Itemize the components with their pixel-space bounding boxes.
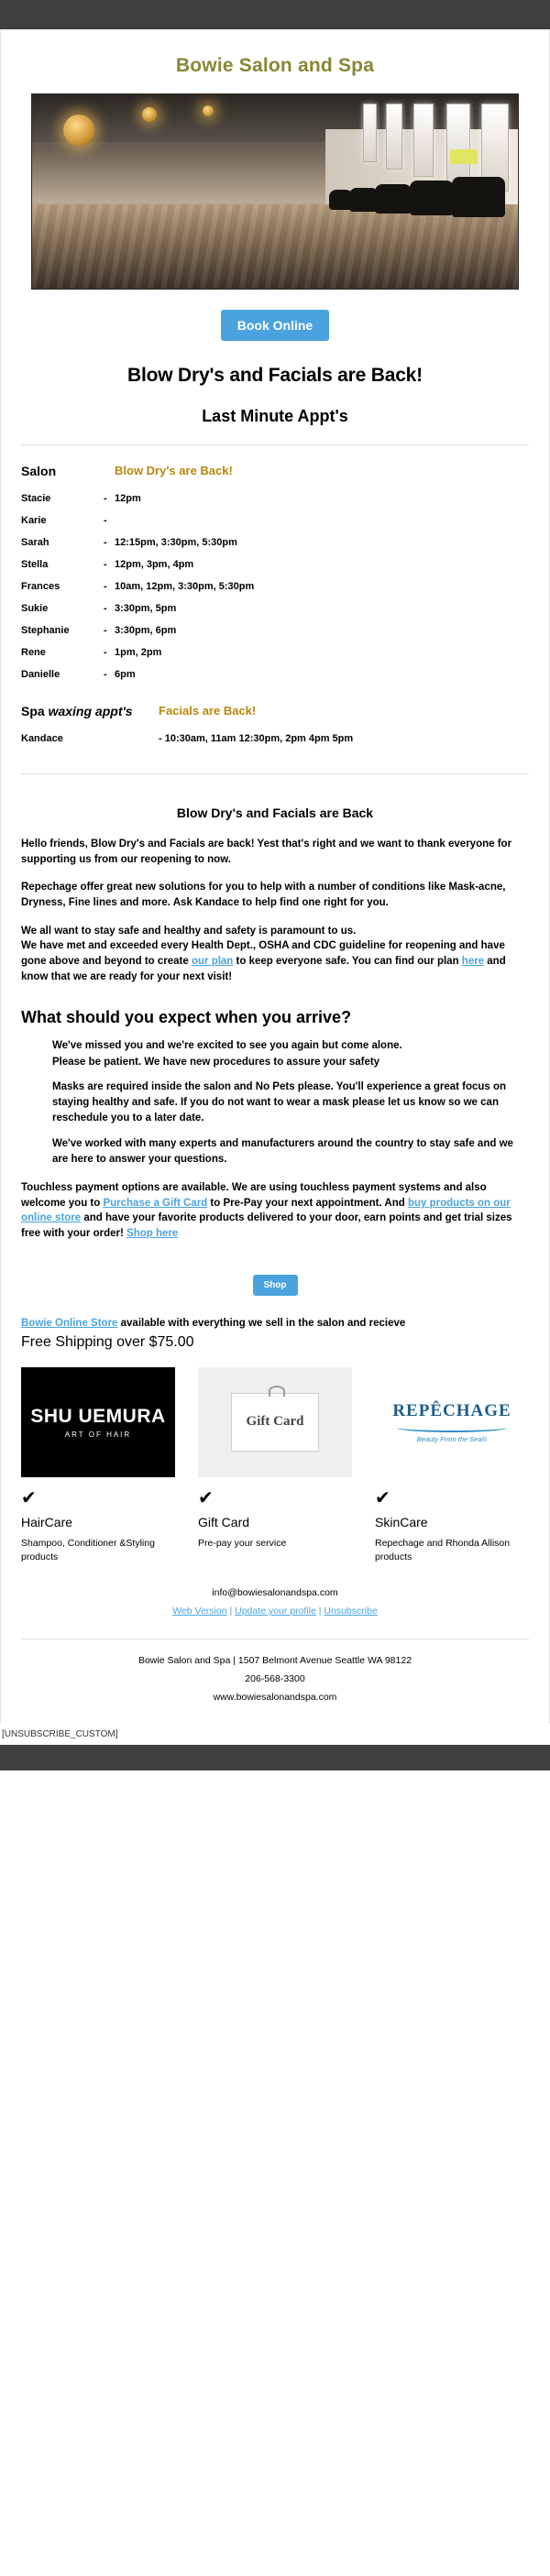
stylist-name: Stacie [21,493,51,504]
our-plan-link[interactable]: our plan [191,956,234,968]
free-shipping-text: Free Shipping over $75.00 [21,1333,194,1350]
mirror [363,104,377,162]
shu-uemura-tagline: ART OF HAIR [64,1430,132,1439]
stylist-times [115,510,529,532]
stylist-times: 12pm [115,493,141,504]
repechage-logo [375,1367,529,1477]
safety-line3: to keep everyone safe. You can find our plan [233,956,462,968]
paragraph-repechage: Repechage offer great new solutions for you to help with a number of conditions like Mask-acne, Dryness, Fine lines and more. Ask Kandace to help find one right for you. [21,882,506,909]
table-row [21,597,529,619]
wave-decoration [397,1423,507,1432]
business-address: Bowie Salon and Spa | 1507 Belmont Avenue Seattle WA 98122 [138,1655,412,1667]
stylist-name: Stephanie [21,625,70,636]
spacer [104,458,115,488]
business-phone: 206-568-3300 [245,1673,305,1685]
purchase-gift-card-link[interactable]: Purchase a Gift Card [103,1197,208,1209]
stylist-times: 6pm [115,669,136,680]
dash: - [104,559,107,570]
dash: - [104,515,107,526]
expect-2-rest: inside the salon and No Pets please. You'll experience a great focus on staying healthy and safe. If you do not want to wear a mask please let us know so we can reschedule you to a later date. [52,1080,507,1124]
card-skincare[interactable] [375,1367,529,1563]
touchless-text3: and have your favorite products delivered to your door, earn points and get trial sizes free with your order! [21,1212,512,1240]
book-online-row [1,290,549,348]
gift-card-word-gift: Gift [246,1414,270,1430]
store-after-text: available with everything we sell in the salon and recieve [117,1317,406,1329]
bottom-decoration-bar [0,1745,550,1770]
dash: - [104,493,107,504]
shu-uemura-logo [21,1367,175,1477]
spa-facials-header: Facials are Back! [159,704,257,718]
dash: - [104,625,107,636]
brand-title: Bowie Salon and Spa [175,55,375,76]
footer [1,1563,549,1626]
stylist-times: 3:30pm, 5pm [115,603,177,614]
paragraph-intro: Hello friends, Blow Dry's and Facials are back! Yest that's right and we want to thank everyone for supporting us from our reopening to now. [21,839,512,865]
store-line [21,1318,529,1329]
repechage-tagline: Beauty From the Sea® [416,1434,488,1443]
salon-chair [452,177,505,217]
salon-chair [410,181,454,215]
times-text: 10:30am, 11am 12:30pm, 2pm 4pm 5pm [164,733,354,744]
table-row [21,510,529,532]
expect-1-rest: We have new procedures to assure your safety [141,1056,380,1068]
check-icon: ✔ [198,1487,214,1508]
card-title: SkinCare [375,1514,428,1529]
shop-button-row [21,1255,529,1303]
table-row [21,619,529,641]
stylist-name: Danielle [21,669,60,680]
unsubscribe-link[interactable]: Unsubscribe [324,1606,378,1617]
touchless-bold: Touchless payment options [21,1182,160,1194]
stylist-times: 3:30pm, 6pm [115,625,177,636]
table-row [21,575,529,597]
repechage-name: REPÊCHAGE [392,1400,512,1420]
link-separator: | [229,1606,233,1617]
spa-provider-name: Kandace [21,733,63,744]
spa-label [21,698,159,728]
safety-line2: We have met and exceeded every Health Dept., OSHA and CDC guideline for reopening and have gone above and beyond to create [21,940,505,968]
stylist-name: Frances [21,581,60,592]
shop-button[interactable]: Shop [253,1275,298,1296]
page-subtitle: Last Minute Appt's [202,407,348,425]
floor [32,204,518,289]
card-title: Gift Card [198,1514,250,1529]
email-body [0,29,550,1724]
web-version-link[interactable]: Web Version [172,1606,227,1617]
business-website[interactable]: www.bowiesalonandspa.com [213,1692,337,1704]
online-store-link[interactable]: buy products on our online store [21,1197,511,1224]
section-title: Blow Dry's and Facials are Back [176,806,374,820]
here-link[interactable]: here [461,956,485,968]
stylist-times: 10am, 12pm, 3:30pm, 5:30pm [115,581,255,592]
pendant-lamp [63,115,94,146]
gift-card-image [198,1367,352,1477]
expect-item-3: We've worked with many experts and manufacturers around the country to stay safe and we are here to answer your questions. [52,1137,513,1165]
table-row [21,663,529,685]
dash: - [104,537,107,548]
card-text: Repechage and Rhonda Allison products [375,1537,511,1562]
stylist-name: Rene [21,647,46,658]
dash: - [104,603,107,614]
stylist-times: 12pm, 3pm, 4pm [115,559,194,570]
book-online-button[interactable]: Book Online [221,310,329,341]
check-icon: ✔ [21,1487,37,1508]
table-row [21,641,529,663]
paragraph-touchless [21,1180,529,1242]
pendant-lamp [203,105,214,116]
check-icon: ✔ [375,1487,390,1508]
page-title: Blow Dry's and Facials are Back! [127,365,423,386]
spa-provider-times [159,728,529,750]
shu-uemura-name: SHU UEMURA [30,1405,166,1427]
spa-waxing-note: waxing appt's [48,704,133,718]
safety-line1: We all want to stay safe and healthy and safety is paramount to us. [21,925,357,937]
card-title: HairCare [21,1514,73,1529]
divider [21,444,529,445]
mirror [446,104,470,184]
divider [21,773,529,774]
touchless-text2: to Pre-Pay your next appointment. And [207,1197,408,1209]
unsubscribe-token: [UNSUBSCRIBE_CUSTOM] [2,1729,118,1739]
stylist-times: 12:15pm, 3:30pm, 5:30pm [115,537,237,548]
dash: - [104,647,107,658]
expect-heading: What should you expect when you arrive? [21,1008,352,1027]
schedule-blowdry-header: Blow Dry's are Back! [115,464,233,477]
card-gift-card[interactable] [198,1367,352,1563]
touchless-text1: are available. We are using touchless payment systems and also welcome you to [21,1182,487,1209]
wall-sign [450,149,478,164]
expect-item-2 [52,1080,529,1127]
table-row [21,532,529,554]
link-separator: | [318,1606,322,1617]
spa-header-row [21,698,529,728]
salon-interior-photo [31,93,519,290]
card-text: Shampoo, Conditioner &Styling products [21,1537,155,1562]
stylist-name: Karie [21,515,47,526]
stylist-name: Sarah [21,537,50,548]
contact-email[interactable]: info@bowiesalonandspa.com [212,1587,338,1599]
salon-chair [375,184,412,214]
expect-list [52,1038,529,1167]
expect-2-bold: Masks are required [52,1080,148,1092]
top-decoration-bar [0,0,550,29]
table-header-row [21,458,529,488]
spa-word: Spa [21,704,45,718]
pendant-lamp [142,107,157,122]
gift-card-word-card: Card [273,1414,304,1430]
update-profile-link[interactable]: Update your profile [235,1606,316,1617]
expect-1-bold: Please be patient. [52,1056,142,1068]
stylist-name: Sukie [21,603,49,614]
gift-card-graphic [231,1393,319,1452]
footer-address-block [1,1652,549,1724]
footer-links [1,1606,549,1617]
dash: - [104,581,107,592]
appointment-schedule-table [21,458,529,685]
table-row [21,728,529,750]
table-row [21,554,529,575]
mirror [386,104,402,170]
stylist-times: 1pm, 2pm [115,647,162,658]
bowie-online-store-link[interactable]: Bowie Online Store [21,1317,118,1329]
card-haircare[interactable] [21,1367,175,1563]
safety-line4: and know that we are ready for your next visit! [21,956,506,982]
paragraph-safety [21,924,529,985]
product-cards [21,1367,529,1563]
table-row [21,488,529,510]
stylist-name: Stella [21,559,49,570]
expect-1-text: We've missed you and we're excited to see you again but come alone. [52,1040,402,1052]
schedule-salon-label: Salon [21,464,57,478]
expect-item-1 [52,1038,529,1070]
dash: - [104,669,107,680]
shop-here-link[interactable]: Shop here [126,1228,179,1240]
spa-schedule-table [21,698,529,750]
mirror [413,104,434,177]
dash: - [159,733,162,744]
card-text: Pre-pay your service [198,1537,287,1549]
